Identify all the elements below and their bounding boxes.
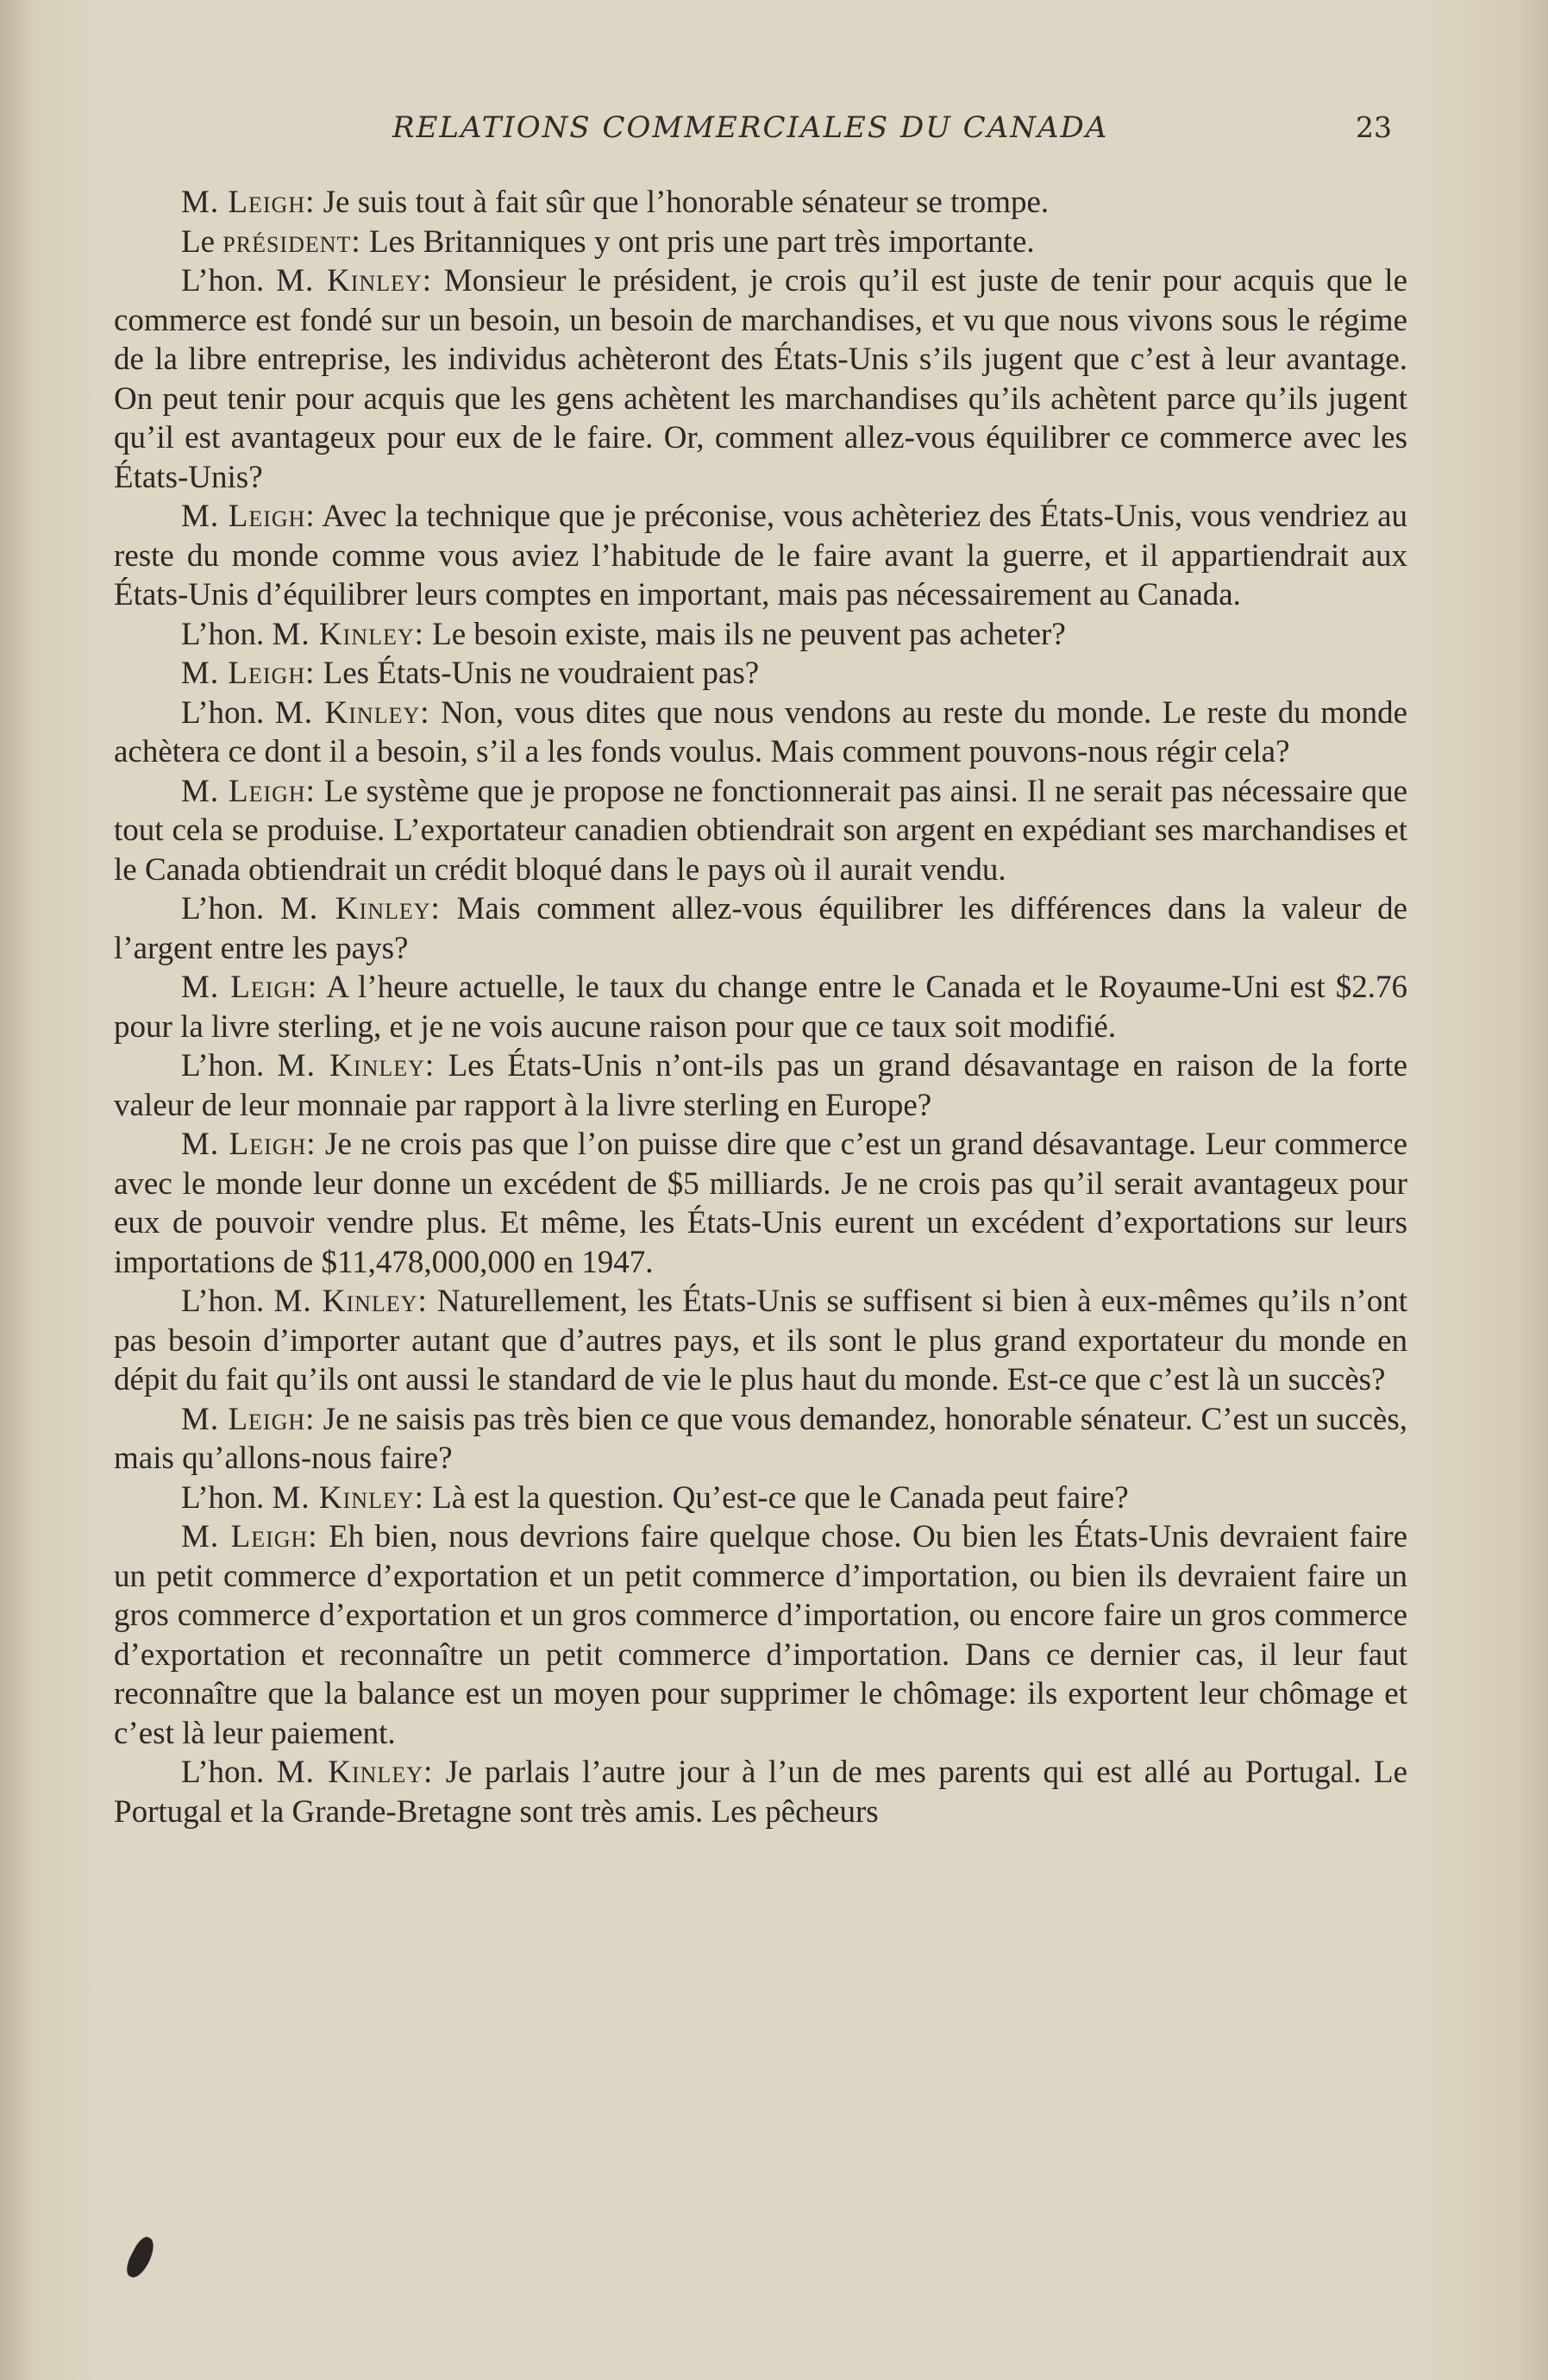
paragraph-text: Les États-Unis n’ont-ils pas un grand désavantage en raison de la forte valeur de leur monnaie par rapport à la livre sterling en Europe? bbox=[114, 1048, 1407, 1123]
paragraph bbox=[114, 1400, 1407, 1479]
paragraph-text: Avec la technique que je préconise, vous achèteriez des États-Unis, vous vendriez au reste du monde comme vous aviez l’habitude de le faire avant la guerre, et il appartiendrait aux États-Unis d’équilibrer leurs comptes en important, mais pas nécessairement au Canada. bbox=[114, 499, 1408, 612]
paragraph bbox=[114, 1753, 1407, 1831]
speaker-name: M. Kinley: bbox=[276, 263, 432, 298]
speaker-name: M. Leigh: bbox=[181, 1519, 318, 1554]
paragraph bbox=[114, 1046, 1407, 1125]
paragraph-text: Je suis tout à fait sûr que l’honorable sénateur se trompe. bbox=[315, 185, 1050, 220]
paragraph-text: Monsieur le président, je crois qu’il est juste de tenir pour acquis que le commerce est fondé sur un besoin, un besoin de marchandises, et vu que nous vivons sous le régime de la libre entreprise, les individus achèteront des États-Unis s’ils jugent que c’est à leur avantage. On peut tenir pour acquis que les gens achètent les marchandises qu’ils achètent parce qu’ils jugent qu’il est avantageux pour eux de le faire. Or, comment allez-vous équilibrer ce commerce avec les États-Unis? bbox=[114, 263, 1407, 495]
speaker-prefix: Le bbox=[181, 223, 223, 260]
speaker-prefix: L’hon. bbox=[181, 263, 277, 298]
speaker-name: M. Kinley: bbox=[272, 1479, 424, 1516]
speaker-name: M. Kinley: bbox=[274, 694, 430, 731]
speaker-name: M. Leigh: bbox=[181, 185, 316, 220]
paragraph bbox=[114, 1517, 1407, 1753]
paragraph bbox=[114, 183, 1407, 223]
paragraph bbox=[114, 615, 1407, 655]
speaker-name: M. Leigh: bbox=[181, 773, 316, 809]
paragraph bbox=[114, 1282, 1407, 1400]
paragraph-text: Je parlais l’autre jour à l’un de mes parents qui est allé au Portugal. Le Portugal et la Grande-Bretagne sont très amis. Les pêcheurs bbox=[114, 1755, 1407, 1830]
paragraph bbox=[114, 261, 1407, 497]
paragraph bbox=[114, 497, 1407, 615]
paragraph-text: Les États-Unis ne voudraient pas? bbox=[315, 656, 760, 691]
speaker-name: M. Kinley: bbox=[276, 1755, 434, 1790]
speaker-prefix: L’hon. bbox=[181, 616, 273, 652]
paragraph bbox=[114, 1125, 1407, 1282]
transcript-body bbox=[114, 183, 1407, 1831]
paragraph-text: A l’heure actuelle, le taux du change entre le Canada et le Royaume-Uni est $2.76 pour la livre sterling, et je ne vois aucune raison pour que ce taux soit modifié. bbox=[114, 970, 1408, 1045]
paragraph bbox=[114, 889, 1407, 968]
paragraph bbox=[114, 968, 1407, 1046]
paragraph bbox=[114, 654, 1407, 694]
paragraph-text: Le besoin existe, mais ils ne peuvent pas acheter? bbox=[423, 616, 1066, 652]
speaker-name: président: bbox=[222, 223, 361, 260]
ink-mark bbox=[122, 2234, 160, 2281]
paragraph bbox=[114, 223, 1407, 262]
speaker-prefix: L’hon. bbox=[181, 1479, 273, 1516]
paragraph-text: Je ne crois pas que l’on puisse dire que c’est un grand désavantage. Leur commerce avec le monde leur donne un excédent de $5 milliards. Je ne crois pas qu’il serait avantageux pour eux de pouvoir vendre plus. Et même, les États-Unis eurent un excédent d’exportations sur leurs importations de $11,478,000,000 en 1947. bbox=[114, 1127, 1407, 1280]
speaker-name: M. Leigh: bbox=[181, 499, 316, 534]
speaker-prefix: L’hon. bbox=[181, 1755, 277, 1790]
speaker-prefix: L’hon. bbox=[181, 891, 280, 926]
speaker-name: M. Leigh: bbox=[181, 970, 318, 1005]
paragraph bbox=[114, 1479, 1407, 1518]
speaker-prefix: L’hon. bbox=[181, 694, 275, 731]
running-title: RELATIONS COMMERCIALES DU CANADA bbox=[392, 110, 1109, 145]
page-header bbox=[0, 110, 1548, 162]
paragraph-text: Là est la question. Qu’est-ce que le Canada peut faire? bbox=[423, 1479, 1129, 1516]
paragraph-text: Eh bien, nous devrions faire quelque chose. Ou bien les États-Unis devraient faire un petit commerce d’exportation et un petit commerce d’importation, ou bien ils devraient faire un gros commerce d’exportation et un gros commerce d’importation, ou encore faire un gros commerce d’exportation et reconnaître un petit commerce d’importation. Dans ce dernier cas, il leur faut reconnaître que la balance est un moyen pour supprimer le chômage: ils exportent leur chômage et c’est là leur paiement. bbox=[114, 1519, 1408, 1751]
paragraph-text: Non, vous dites que nous vendons au reste du monde. Le reste du monde achètera ce dont il a besoin, s’il a les fonds voulus. Mais comment pouvons-nous régir cela? bbox=[114, 694, 1408, 769]
paragraph-text: Je ne saisis pas très bien ce que vous demandez, honorable sénateur. C’est un succès, mais qu’allons-nous faire? bbox=[114, 1401, 1407, 1476]
paragraph-text: Mais comment allez-vous équilibrer les différences dans la valeur de l’argent entre les pays? bbox=[114, 891, 1408, 966]
speaker-name: M. Leigh: bbox=[181, 1127, 316, 1162]
speaker-name: M. Kinley: bbox=[277, 1048, 436, 1083]
paragraph-text: Le système que je propose ne fonctionnerait pas ainsi. Il ne serait pas nécessaire que tout cela se produise. L’exportateur canadien obtiendrait son argent en expédiant ses marchandises et le Canada obtiendrait un crédit bloqué dans le pays où il aurait vendu. bbox=[114, 773, 1407, 888]
paragraph-text: Les Britanniques y ont pris une part très importante. bbox=[360, 223, 1035, 260]
speaker-name: M. Kinley: bbox=[272, 616, 424, 652]
paragraph bbox=[114, 772, 1407, 890]
speaker-prefix: L’hon. bbox=[181, 1284, 274, 1319]
speaker-name: M. Leigh: bbox=[181, 1401, 316, 1437]
speaker-name: M. Leigh: bbox=[181, 656, 316, 691]
paragraph-text: Naturellement, les États-Unis se suffisent si bien à eux-mêmes qu’ils n’ont pas besoin d’importer autant que d’autres pays, et ils sont le plus grand exportateur du monde en dépit du fait qu’ils ont aussi le standard de vie le plus haut du monde. Est-ce que c’est là un succès? bbox=[114, 1284, 1407, 1397]
speaker-name: M. Kinley: bbox=[273, 1284, 428, 1319]
paragraph bbox=[114, 694, 1407, 772]
speaker-prefix: L’hon. bbox=[181, 1048, 278, 1083]
speaker-name: M. Kinley: bbox=[279, 891, 441, 926]
page-number: 23 bbox=[1356, 110, 1392, 144]
